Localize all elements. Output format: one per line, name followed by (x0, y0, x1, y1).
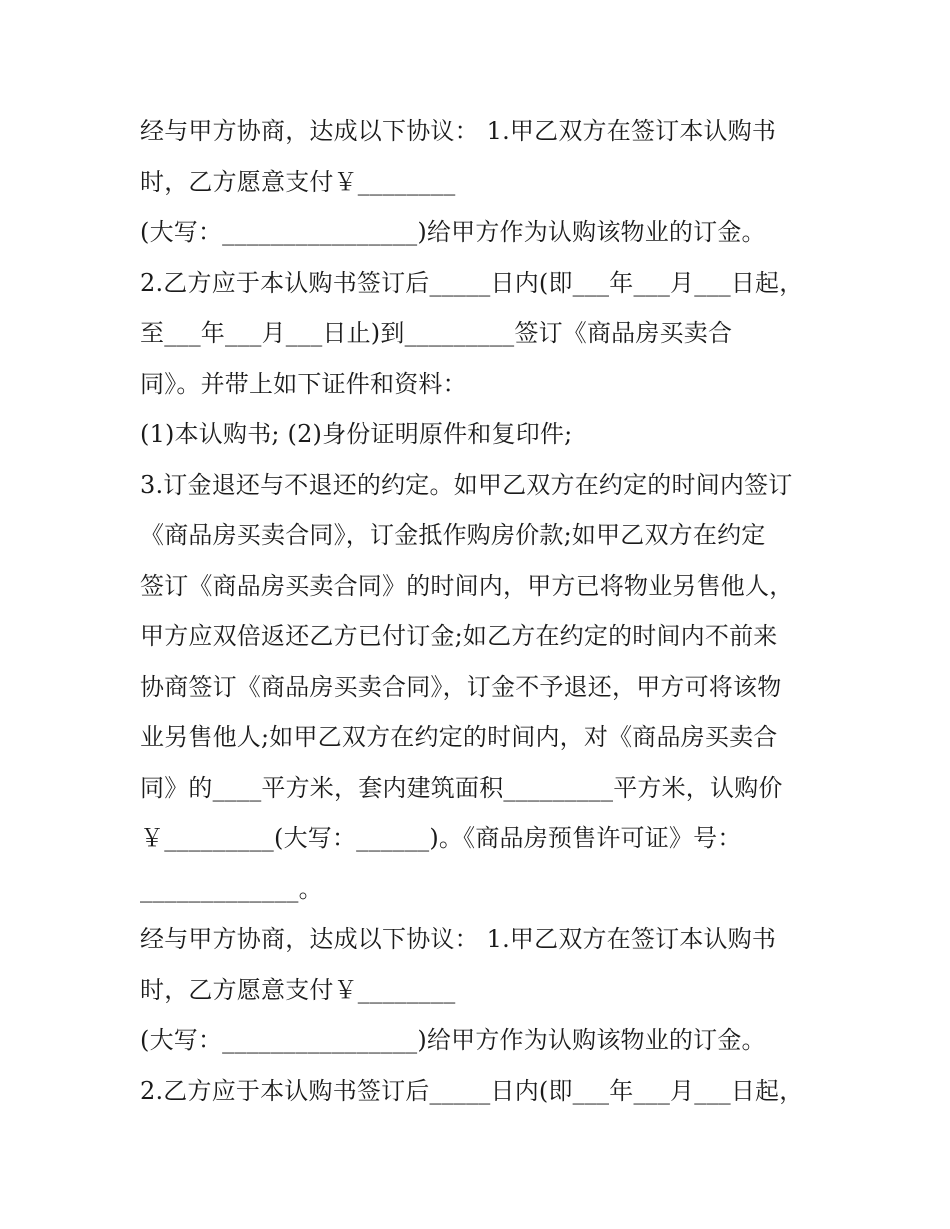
text-line: 3.订金退还与不退还的约定。如甲乙双方在约定的时间内签订 (140, 470, 793, 499)
text-line: 时，乙方愿意支付￥________ (140, 167, 456, 196)
text-line: 2.乙方应于本认购书签订后_____日内(即___年___月___日起， (140, 1076, 804, 1105)
text-line: 《商品房买卖合同》，订金抵作购房价款;如甲乙双方在约定 (140, 521, 766, 549)
text-line: _____________。 (140, 874, 323, 903)
text-line: 时，乙方愿意支付￥________ (140, 975, 456, 1004)
text-line: 甲方应双倍返还乙方已付订金;如乙方在约定的时间内不前来 (140, 622, 778, 650)
text-line: 经与甲方协商，达成以下协议： 1.甲乙双方在签订本认购书 (140, 117, 777, 145)
text-line: ￥_________(大写：______)。《商品房预售许可证》号： (140, 824, 742, 852)
text-line: 2.乙方应于本认购书签订后_____日内(即___年___月___日起， (140, 268, 804, 297)
text-line: (大写：________________)给甲方作为认购该物业的订金。 (140, 218, 766, 246)
document-body (140, 106, 830, 1116)
text-line: 同》的____平方米，套内建筑面积_________平方米，认购价 (140, 773, 783, 802)
text-line: 业另售他人;如甲乙双方在约定的时间内，对《商品房买卖合 (140, 723, 778, 751)
text-line: (大写：________________)给甲方作为认购该物业的订金。 (140, 1026, 766, 1054)
text-line: 签订《商品房买卖合同》的时间内，甲方已将物业另售他人， (140, 571, 794, 600)
text-line: 至___年___月___日止)到_________签订《商品房买卖合 (140, 319, 733, 347)
text-line: 同》。并带上如下证件和资料： (140, 369, 467, 398)
text-line: 经与甲方协商，达成以下协议： 1.甲乙双方在签订本认购书 (140, 925, 777, 953)
text-line: 协商签订《商品房买卖合同》，订金不予退还，甲方可将该物 (140, 672, 782, 701)
text-line: (1)本认购书; (2)身份证明原件和复印件; (140, 420, 573, 448)
